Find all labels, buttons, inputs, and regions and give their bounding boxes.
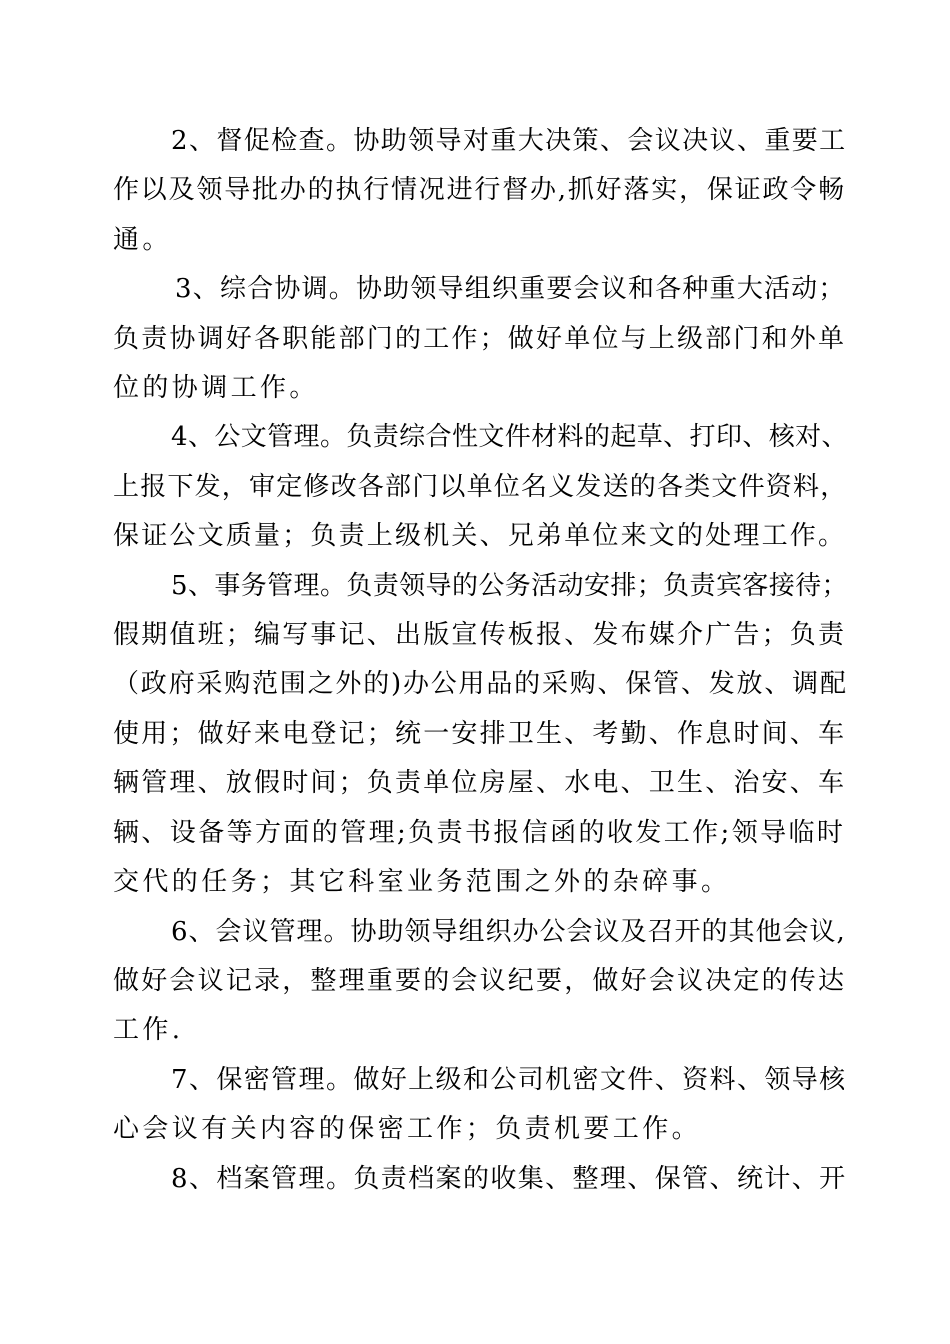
paragraph-item-5	[113, 562, 849, 908]
paragraph-line: 心会议有关内容的保密工作；负责机要工作。	[113, 1114, 702, 1145]
paragraph-line: 假期值班；编写事记、出版宣传板报、发布媒介广告；负责	[113, 620, 847, 651]
paragraph-line: 6、会议管理。协助领导组织办公会议及召开的其他会议,	[171, 916, 846, 947]
paragraph-line: 使用；做好来电登记；统一安排卫生、考勤、作息时间、车	[113, 718, 847, 749]
paragraph-line: 辆管理、放假时间；负责单位房屋、水电、卫生、治安、车	[113, 768, 847, 799]
paragraph-item-8	[113, 1155, 849, 1204]
paragraph-line: 保证公文质量；负责上级机关、兄弟单位来文的处理工作。	[113, 521, 847, 552]
paragraph-line: 2、督促检查。协助领导对重大决策、会议决议、重要工	[171, 126, 847, 156]
paragraph-item-7	[113, 1056, 849, 1155]
paragraph-item-4	[113, 413, 849, 561]
paragraph-line: 负责协调好各职能部门的工作；做好单位与上级部门和外单	[113, 323, 847, 354]
paragraph-line: 7、保密管理。做好上级和公司机密文件、资料、领导核	[171, 1064, 847, 1095]
paragraph-line: 上报下发，审定修改各部门以单位名义发送的各类文件资料，	[113, 471, 848, 502]
document-body	[113, 117, 849, 1204]
paragraph-line: 4、公文管理。负责综合性文件材料的起草、打印、核对、	[171, 422, 848, 453]
paragraph-line: 做好会议记录，整理重要的会议纪要，做好会议决定的传达	[113, 965, 847, 996]
paragraph-line: 工作.	[113, 1015, 184, 1046]
paragraph-line: 通。	[113, 224, 172, 255]
paragraph-item-2	[113, 117, 849, 265]
paragraph-line: 交代的任务；其它科室业务范围之外的杂碎事。	[113, 867, 731, 898]
paragraph-item-6	[113, 908, 849, 1056]
paragraph-item-3	[113, 265, 849, 413]
paragraph-line: 8、档案管理。负责档案的收集、整理、保管、统计、开	[171, 1163, 847, 1194]
paragraph-line: （政府采购范围之外的)办公用品的采购、保管、发放、调配	[113, 669, 848, 700]
paragraph-line: 5、事务管理。负责领导的公务活动安排；负责宾客接待；	[171, 570, 848, 601]
paragraph-line: 位的协调工作。	[113, 373, 319, 404]
paragraph-line: 3、综合协调。协助领导组织重要会议和各种重大活动；	[175, 274, 846, 305]
paragraph-line: 作以及领导批办的执行情况进行督办,抓好落实，保证政令畅	[113, 175, 846, 206]
paragraph-line: 辆、设备等方面的管理;负责书报信函的收发工作;领导临时	[113, 817, 846, 848]
